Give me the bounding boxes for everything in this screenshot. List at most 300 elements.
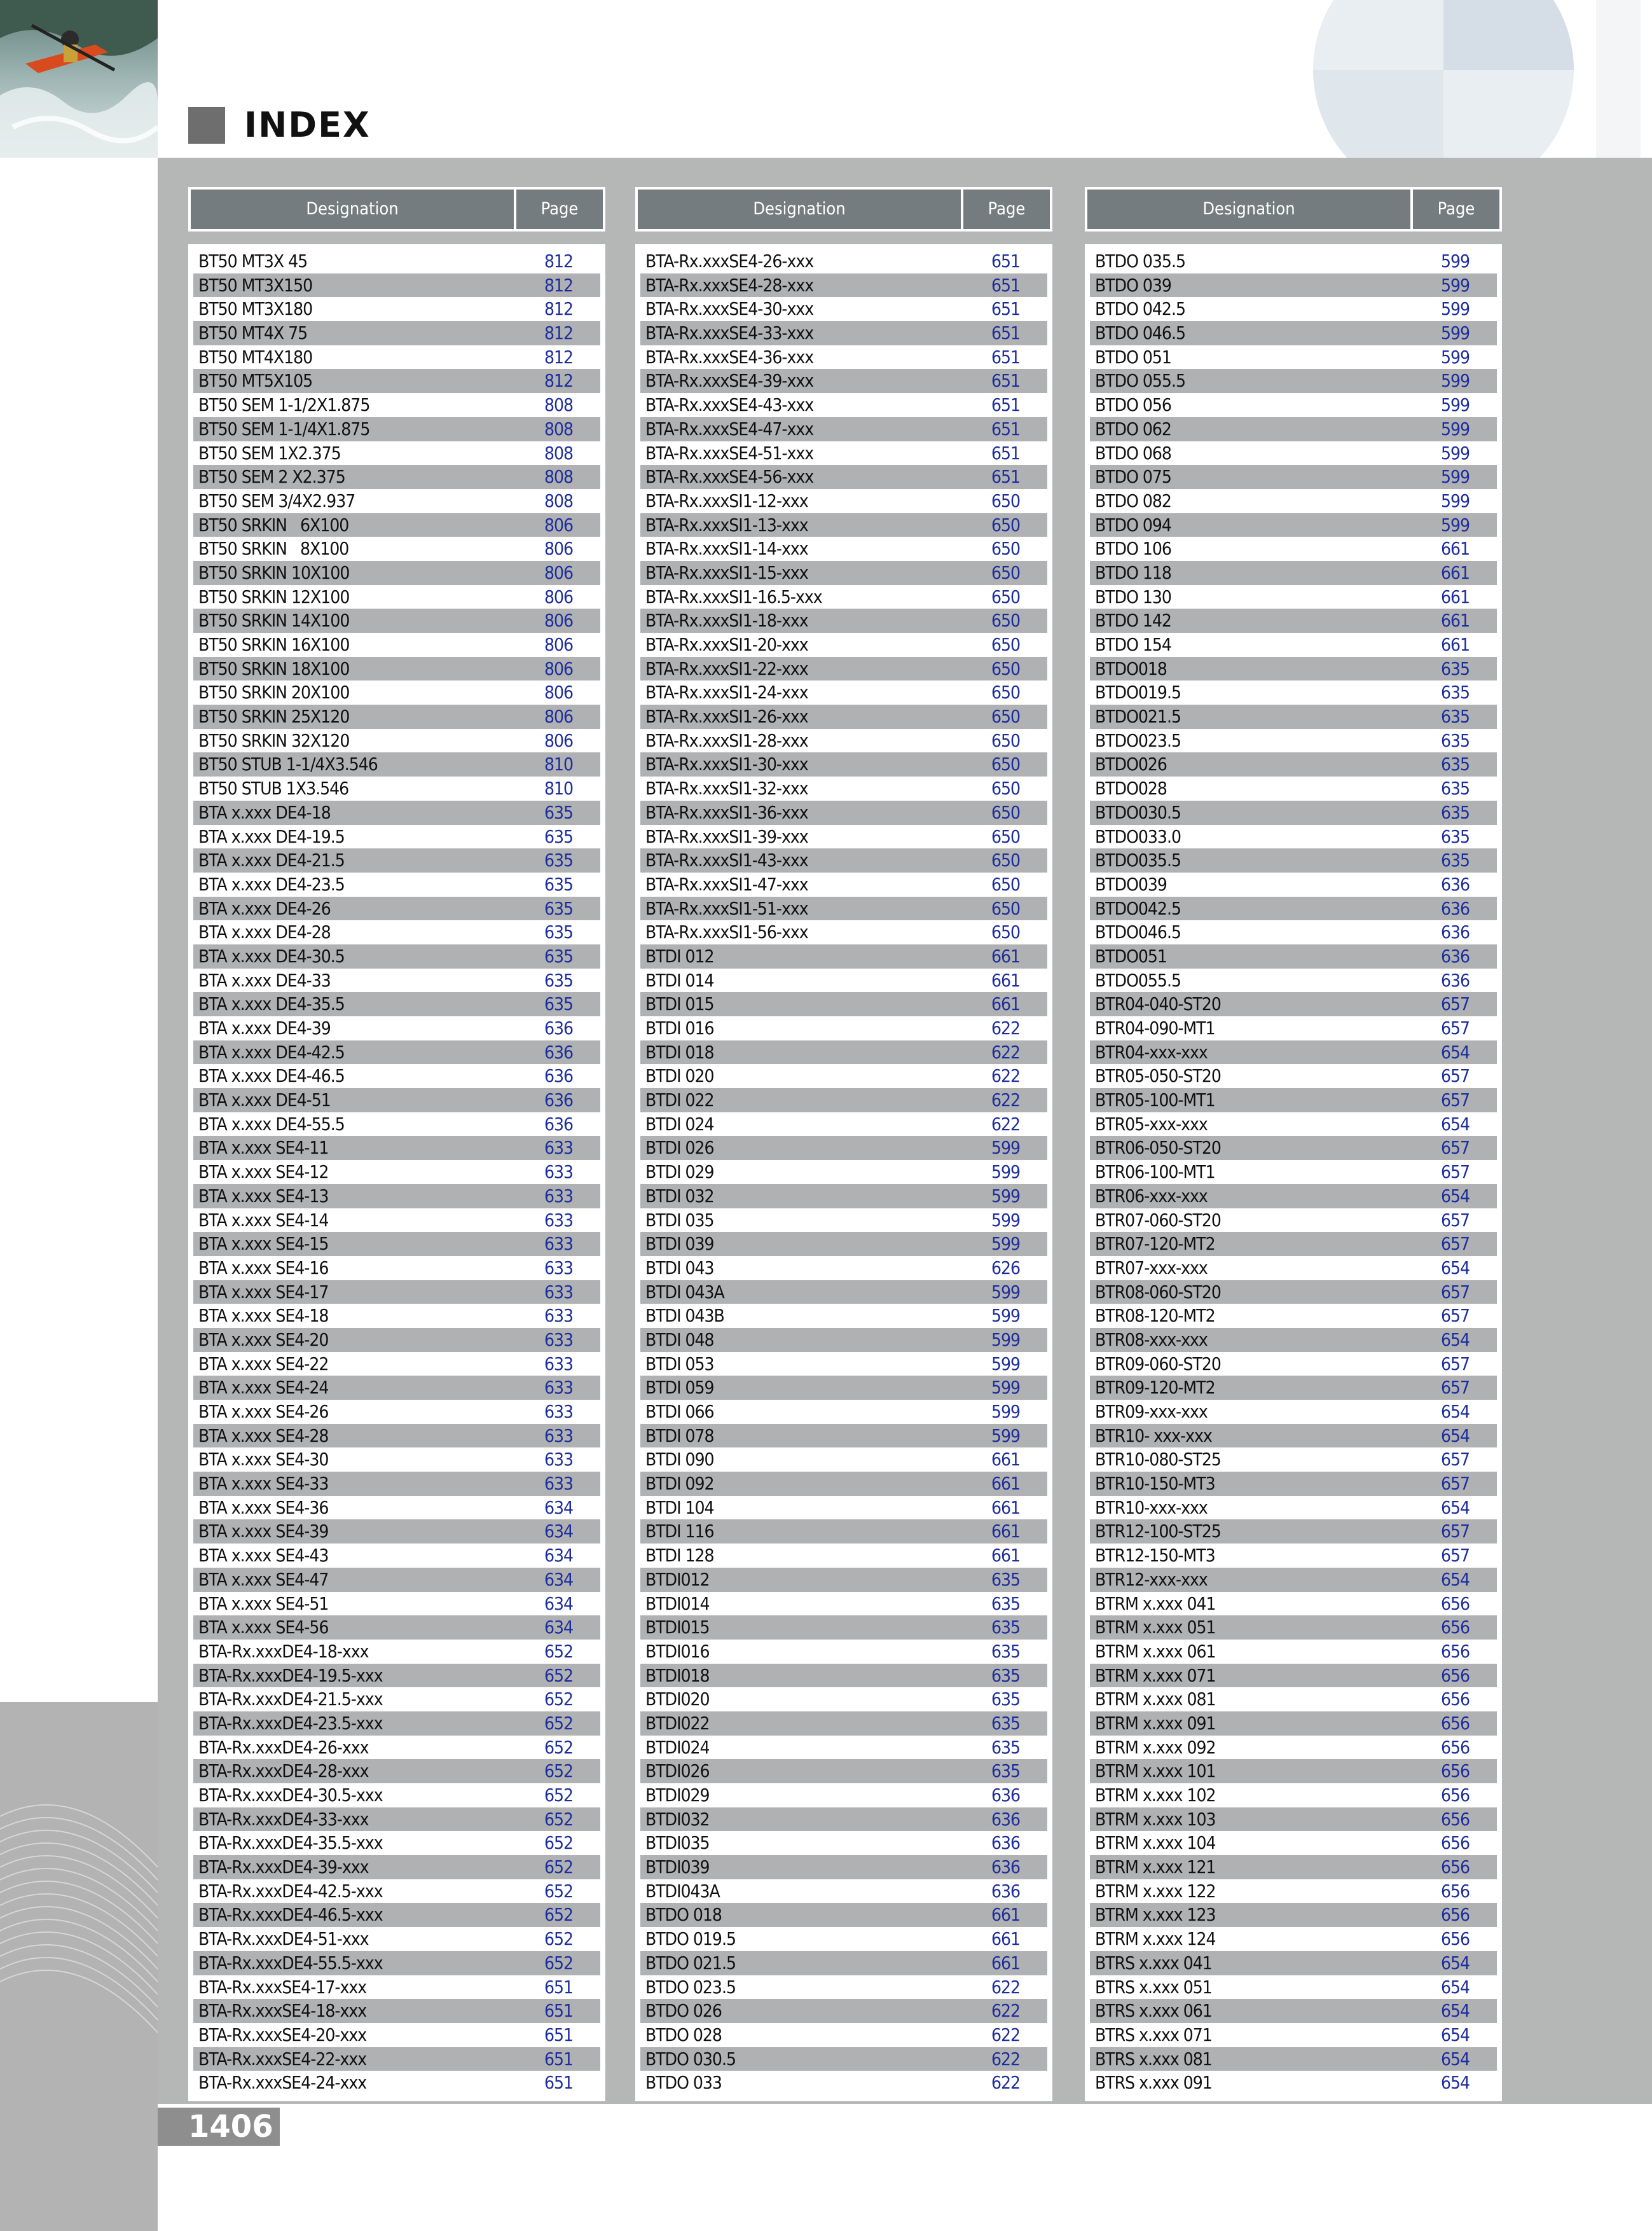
designation-cell: BTDI043A: [645, 1880, 720, 1902]
table-row: [1090, 585, 1497, 609]
page-cell: 636: [544, 1113, 574, 1135]
designation-cell: BTR10-150-MT3: [1095, 1473, 1215, 1495]
page-cell: 806: [544, 514, 574, 535]
designation-cell: BTDI 128: [645, 1545, 714, 1566]
page-cell: 599: [991, 1401, 1021, 1422]
designation-cell: BTDI 035: [645, 1209, 714, 1231]
table-row: [640, 1807, 1047, 1832]
page-cell: 661: [1441, 634, 1470, 655]
page-cell: 806: [544, 634, 574, 655]
designation-cell: BTR07-xxx-xxx: [1095, 1257, 1208, 1278]
designation-cell: BT50 MT3X180: [198, 298, 313, 320]
designation-cell: BT50 SRKIN 10X100: [198, 562, 350, 583]
page-cell: 652: [544, 1712, 574, 1734]
page-cell: 633: [544, 1353, 574, 1374]
designation-cell: BTRM x.xxx 092: [1095, 1736, 1216, 1758]
designation-cell: BTDO033.0: [1095, 825, 1181, 847]
designation-cell: BTDI 059: [645, 1377, 714, 1399]
page-cell: 622: [991, 1089, 1021, 1111]
designation-cell: BTDO 106: [1095, 538, 1171, 560]
table-row: [193, 1592, 600, 1616]
table-row: [640, 1208, 1047, 1233]
table-row: [1090, 1831, 1497, 1855]
page-cell: 657: [1441, 1233, 1470, 1255]
page-cell: 656: [1441, 1808, 1470, 1830]
designation-cell: BT50 SRKIN 8X100: [198, 538, 349, 560]
table-row: [1090, 1208, 1497, 1233]
page-cell: 635: [544, 993, 574, 1015]
page-cell: 636: [544, 1018, 574, 1039]
designation-cell: BT50 SEM 3/4X2.937: [198, 490, 355, 511]
table-row: [1090, 1615, 1497, 1640]
table-row: [1090, 680, 1497, 705]
table-row: [640, 1064, 1047, 1088]
page-cell: 651: [991, 442, 1021, 464]
table-row: [193, 1232, 600, 1256]
page-cell: 652: [544, 1832, 574, 1854]
page-cell: 656: [1441, 1785, 1470, 1806]
page-cell: 599: [1441, 346, 1470, 368]
page-cell: 650: [991, 634, 1021, 655]
page-cell: 635: [1441, 658, 1470, 679]
table-row: [1090, 1376, 1497, 1400]
page-cell: 806: [544, 706, 574, 728]
designation-cell: BTA x.xxx DE4-33: [198, 969, 331, 991]
table-row: [1090, 825, 1497, 849]
table-row: [193, 1879, 600, 1903]
table-row: [193, 537, 600, 561]
page-cell: 806: [544, 682, 574, 703]
table-row: [640, 1328, 1047, 1352]
designation-cell: BTDO 028: [645, 2024, 722, 2045]
page-cell: 635: [991, 1760, 1021, 1782]
page-cell: 806: [544, 562, 574, 583]
table-row: [1090, 297, 1497, 321]
designation-cell: BTA-Rx.xxxSI1-30-xxx: [645, 754, 808, 775]
designation-cell: BTA-Rx.xxxSI1-20-xxx: [645, 634, 808, 655]
designation-cell: BTA-Rx.xxxSE4-20-xxx: [198, 2024, 367, 2045]
designation-cell: BTR10- xxx-xxx: [1095, 1425, 1212, 1446]
page-cell: 654: [1441, 1185, 1470, 1206]
table-row: [193, 273, 600, 298]
page-cell: 657: [1441, 1473, 1470, 1495]
designation-cell: BTDO055.5: [1095, 969, 1181, 991]
table-row: [640, 1136, 1047, 1160]
page-cell: 599: [1441, 514, 1470, 535]
designation-cell: BTDI 043B: [645, 1305, 724, 1327]
page-cell: 633: [544, 1473, 574, 1495]
designation-cell: BTDI 053: [645, 1353, 714, 1374]
table-row: [1090, 1951, 1497, 1975]
designation-header: Designation: [191, 190, 516, 229]
page-cell: 650: [991, 897, 1021, 919]
table-row: [193, 1496, 600, 1520]
designation-cell: BTA-Rx.xxxDE4-35.5-xxx: [198, 1832, 383, 1854]
table-row: [193, 249, 600, 273]
page-cell: 650: [991, 658, 1021, 679]
designation-cell: BTRM x.xxx 081: [1095, 1689, 1216, 1710]
page-cell: 651: [991, 251, 1021, 272]
page-cell: 635: [544, 850, 574, 871]
table-row: [640, 1280, 1047, 1304]
table-row: [640, 537, 1047, 561]
table-row: [193, 1040, 600, 1065]
table-row: [640, 680, 1047, 705]
table-row: [1090, 1184, 1497, 1208]
designation-cell: BTDO021.5: [1095, 706, 1181, 728]
table-row: [193, 2047, 600, 2071]
page-cell: 652: [544, 1880, 574, 1902]
table-row: [1090, 1592, 1497, 1616]
designation-cell: BTDO028: [1095, 778, 1167, 799]
table-row: [1090, 1112, 1497, 1136]
designation-cell: BT50 SRKIN 12X100: [198, 586, 350, 607]
table-row: [1090, 1064, 1497, 1088]
table-row: [1090, 777, 1497, 801]
table-row: [640, 369, 1047, 393]
column-header: [1085, 187, 1502, 231]
designation-cell: BT50 MT3X150: [198, 274, 313, 296]
page-cell: 654: [1441, 1329, 1470, 1350]
page-cell: 622: [991, 2048, 1021, 2069]
table-row: [1090, 1519, 1497, 1544]
table-row: [640, 1256, 1047, 1280]
designation-cell: BTA-Rx.xxxSI1-43-xxx: [645, 850, 808, 871]
table-row: [1090, 1016, 1497, 1040]
table-row: [1090, 1232, 1497, 1256]
designation-cell: BTA-Rx.xxxSI1-22-xxx: [645, 658, 808, 679]
table-row: [640, 1424, 1047, 1448]
table-row: [640, 1304, 1047, 1328]
page-cell: 634: [544, 1521, 574, 1542]
table-row: [193, 1831, 600, 1855]
table-row: [640, 513, 1047, 537]
page-cell: 636: [991, 1880, 1021, 1902]
designation-cell: BTDO023.5: [1095, 729, 1181, 751]
designation-cell: BTA-Rx.xxxSI1-13-xxx: [645, 514, 808, 535]
page-cell: 808: [544, 394, 574, 416]
designation-cell: BTDO 035.5: [1095, 251, 1185, 272]
table-row: [640, 1951, 1047, 1975]
table-row: [1090, 1136, 1497, 1160]
page-cell: 635: [1441, 682, 1470, 703]
designation-cell: BTDI016: [645, 1640, 710, 1662]
page-header: Page: [540, 199, 579, 219]
designation-cell: BTRM x.xxx 051: [1095, 1617, 1216, 1638]
designation-cell: BTDO 075: [1095, 466, 1171, 488]
designation-cell: BT50 SEM 1X2.375: [198, 442, 341, 464]
page-cell: 656: [1441, 1640, 1470, 1662]
designation-cell: BTA-Rx.xxxSI1-39-xxx: [645, 825, 808, 847]
page-cell: 812: [544, 370, 574, 392]
page-cell: 650: [991, 850, 1021, 871]
table-row: [1090, 2071, 1497, 2095]
designation-cell: BTRM x.xxx 061: [1095, 1640, 1216, 1662]
designation-cell: BTRS x.xxx 091: [1095, 2072, 1212, 2094]
table-row: [640, 273, 1047, 298]
table-row: [193, 848, 600, 873]
page-cell: 650: [991, 729, 1021, 751]
table-row: [193, 1615, 600, 1640]
designation-cell: BTA x.xxx DE4-19.5: [198, 825, 345, 847]
designation-cell: BTDO042.5: [1095, 897, 1181, 919]
page-cell: 622: [991, 1018, 1021, 1039]
table-row: [193, 1400, 600, 1424]
designation-cell: BTDI020: [645, 1689, 710, 1710]
page-cell: 657: [1441, 993, 1470, 1015]
page-cell: 654: [1441, 2048, 1470, 2069]
designation-cell: BTRM x.xxx 041: [1095, 1592, 1216, 1614]
page-cell: 657: [1441, 1353, 1470, 1374]
page-cell: 652: [544, 1952, 574, 1973]
page-cell: 657: [1441, 1521, 1470, 1542]
designation-cell: BTA-Rx.xxxDE4-51-xxx: [198, 1928, 369, 1950]
page-cell: 635: [991, 1736, 1021, 1758]
page-cell: 635: [991, 1617, 1021, 1638]
designation-header: Designation: [638, 190, 963, 229]
table-row: [1090, 1664, 1497, 1688]
table-row: [1090, 1879, 1497, 1903]
designation-cell: BTR05-xxx-xxx: [1095, 1113, 1208, 1135]
table-row: [1090, 489, 1497, 513]
designation-cell: BTRM x.xxx 122: [1095, 1880, 1216, 1902]
table-row: [193, 705, 600, 729]
designation-cell: BTA x.xxx SE4-18: [198, 1305, 329, 1327]
page-cell: 635: [1441, 706, 1470, 728]
page-cell: 657: [1441, 1089, 1470, 1111]
designation-cell: BTDO 154: [1095, 634, 1171, 655]
table-row: [1090, 897, 1497, 921]
designation-cell: BTDO 030.5: [645, 2048, 736, 2069]
page-cell: 635: [991, 1592, 1021, 1614]
page-cell: 661: [991, 1473, 1021, 1495]
page-cell: 654: [1441, 1401, 1470, 1422]
designation-cell: BTDI 104: [645, 1496, 714, 1518]
page-cell: 812: [544, 251, 574, 272]
designation-cell: BTA-Rx.xxxDE4-19.5-xxx: [198, 1664, 383, 1686]
page-cell: 633: [544, 1257, 574, 1278]
table-row: [640, 1568, 1047, 1592]
designation-cell: BTRM x.xxx 103: [1095, 1808, 1216, 1830]
designation-cell: BTA x.xxx SE4-56: [198, 1617, 329, 1638]
page-cell: 650: [991, 873, 1021, 895]
table-row: [1090, 561, 1497, 585]
page-cell: 654: [1441, 2072, 1470, 2094]
table-row: [1090, 1640, 1497, 1664]
table-row: [640, 752, 1047, 777]
table-row: [193, 369, 600, 393]
table-row: [193, 1472, 600, 1496]
designation-cell: BTDI 014: [645, 969, 714, 991]
table-row: [193, 1112, 600, 1136]
page-cell: 654: [1441, 1257, 1470, 1278]
designation-cell: BTA-Rx.xxxSE4-36-xxx: [645, 346, 814, 368]
table-row: [193, 777, 600, 801]
column-body: [635, 244, 1052, 2101]
table-row: [1090, 2023, 1497, 2047]
designation-cell: BTDI 048: [645, 1329, 714, 1350]
table-row: [1090, 1687, 1497, 1711]
designation-cell: BTA-Rx.xxxSE4-24-xxx: [198, 2072, 367, 2094]
designation-cell: BTR04-xxx-xxx: [1095, 1041, 1208, 1063]
designation-cell: BTDI026: [645, 1760, 710, 1782]
designation-cell: BTA x.xxx DE4-55.5: [198, 1113, 345, 1135]
table-row: [640, 1040, 1047, 1065]
table-row: [640, 729, 1047, 753]
table-row: [193, 801, 600, 825]
table-row: [193, 585, 600, 609]
table-row: [640, 1640, 1047, 1664]
designation-cell: BTDO 082: [1095, 490, 1171, 511]
table-row: [193, 1136, 600, 1160]
page-header: Page: [1437, 199, 1475, 219]
table-row: [1090, 1736, 1497, 1760]
page-cell: 661: [1441, 562, 1470, 583]
page-cell: 651: [991, 274, 1021, 296]
table-row: [640, 1855, 1047, 1879]
designation-cell: BTA-Rx.xxxDE4-33-xxx: [198, 1808, 369, 1830]
page-cell: 635: [1441, 825, 1470, 847]
page-cell: 651: [544, 2048, 574, 2069]
designation-cell: BT50 STUB 1-1/4X3.546: [198, 754, 378, 775]
table-row: [640, 1687, 1047, 1711]
designation-cell: BTR06-050-ST20: [1095, 1137, 1221, 1159]
table-row: [193, 1951, 600, 1975]
table-row: [1090, 1424, 1497, 1448]
page-cell: 599: [991, 1233, 1021, 1255]
designation-cell: BTDI 032: [645, 1185, 714, 1206]
table-row: [193, 752, 600, 777]
table-row: [1090, 705, 1497, 729]
page-cell: 599: [1441, 490, 1470, 511]
page-cell: 599: [1441, 466, 1470, 488]
page-cell: 654: [1441, 1113, 1470, 1135]
designation-cell: BTRM x.xxx 102: [1095, 1785, 1216, 1806]
page-cell: 657: [1441, 1281, 1470, 1302]
page-cell: 636: [991, 1856, 1021, 1878]
table-row: [640, 297, 1047, 321]
designation-cell: BTA-Rx.xxxDE4-55.5-xxx: [198, 1952, 383, 1973]
designation-cell: BTA x.xxx DE4-35.5: [198, 993, 345, 1015]
designation-cell: BTDO 042.5: [1095, 298, 1185, 320]
table-row: [640, 969, 1047, 993]
page-cell: 652: [544, 1689, 574, 1710]
table-row: [1090, 1304, 1497, 1328]
page-cell: 599: [1441, 298, 1470, 320]
designation-cell: BTA x.xxx DE4-42.5: [198, 1041, 345, 1063]
page-cell: 635: [544, 825, 574, 847]
designation-cell: BTRM x.xxx 091: [1095, 1712, 1216, 1734]
designation-cell: BTA x.xxx SE4-30: [198, 1449, 329, 1470]
page-cell: 651: [991, 298, 1021, 320]
designation-cell: BTRS x.xxx 041: [1095, 1952, 1212, 1973]
designation-cell: BTDI 024: [645, 1113, 714, 1135]
designation-cell: BTDO039: [1095, 873, 1167, 895]
table-row: [193, 897, 600, 921]
table-row: [1090, 1040, 1497, 1065]
table-row: [1090, 944, 1497, 969]
designation-cell: BTA-Rx.xxxSI1-56-xxx: [645, 922, 808, 943]
page-cell: 651: [991, 346, 1021, 368]
table-row: [640, 633, 1047, 657]
table-row: [193, 513, 600, 537]
page-cell: 652: [544, 1928, 574, 1950]
designation-cell: BTA-Rx.xxxSE4-26-xxx: [645, 251, 814, 272]
page-cell: 806: [544, 586, 574, 607]
page-cell: 599: [991, 1353, 1021, 1374]
table-row: [1090, 609, 1497, 633]
table-row: [640, 489, 1047, 513]
table-row: [640, 1016, 1047, 1040]
designation-cell: BTA x.xxx SE4-16: [198, 1257, 329, 1278]
page-cell: 657: [1441, 1377, 1470, 1399]
designation-cell: BTDO 130: [1095, 586, 1171, 607]
table-row: [1090, 752, 1497, 777]
kayak-photo-image: [0, 0, 158, 158]
page-cell: 635: [1441, 729, 1470, 751]
designation-cell: BTR06-100-MT1: [1095, 1161, 1215, 1183]
table-row: [640, 920, 1047, 944]
designation-cell: BTDO035.5: [1095, 850, 1181, 871]
table-row: [1090, 321, 1497, 345]
table-row: [640, 1400, 1047, 1424]
designation-cell: BTR05-050-ST20: [1095, 1065, 1221, 1087]
designation-cell: BTA x.xxx SE4-26: [198, 1401, 329, 1422]
table-row: [1090, 801, 1497, 825]
page-cell: 599: [1441, 418, 1470, 439]
designation-cell: BT50 MT5X105: [198, 370, 313, 392]
page-cell: 656: [1441, 1928, 1470, 1950]
designation-cell: BTDO051: [1095, 945, 1167, 967]
table-row: [1090, 1328, 1497, 1352]
table-row: [640, 417, 1047, 441]
designation-cell: BTA-Rx.xxxSI1-26-xxx: [645, 706, 808, 728]
table-row: [1090, 1496, 1497, 1520]
table-row: [640, 1711, 1047, 1736]
page-cell: 812: [544, 298, 574, 320]
page-cell: 661: [1441, 538, 1470, 560]
table-row: [640, 848, 1047, 873]
page-cell: 633: [544, 1425, 574, 1446]
designation-cell: BTDO026: [1095, 754, 1167, 775]
designation-cell: BTA x.xxx SE4-14: [198, 1209, 329, 1231]
page-cell: 635: [1441, 850, 1470, 871]
table-row: [1090, 1711, 1497, 1736]
table-row: [640, 2071, 1047, 2095]
designation-cell: BTA x.xxx SE4-24: [198, 1377, 329, 1399]
table-row: [640, 1160, 1047, 1184]
page-cell: 661: [991, 1521, 1021, 1542]
table-row: [1090, 249, 1497, 273]
page-cell: 651: [991, 418, 1021, 439]
table-row: [193, 920, 600, 944]
table-row: [193, 561, 600, 585]
designation-cell: BT50 MT3X 45: [198, 251, 308, 272]
page-cell: 657: [1441, 1545, 1470, 1566]
page-cell: 634: [544, 1545, 574, 1566]
designation-cell: BT50 STUB 1X3.546: [198, 778, 349, 799]
page-cell: 635: [991, 1689, 1021, 1710]
designation-cell: BTDO 062: [1095, 418, 1171, 439]
table-row: [1090, 1999, 1497, 2023]
designation-cell: BTA-Rx.xxxSI1-24-xxx: [645, 682, 808, 703]
table-row: [193, 944, 600, 969]
page-cell: 808: [544, 418, 574, 439]
designation-cell: BTDI022: [645, 1712, 710, 1734]
designation-cell: BTRS x.xxx 051: [1095, 1976, 1212, 1998]
table-row: [1090, 1927, 1497, 1951]
table-row: [640, 1232, 1047, 1256]
